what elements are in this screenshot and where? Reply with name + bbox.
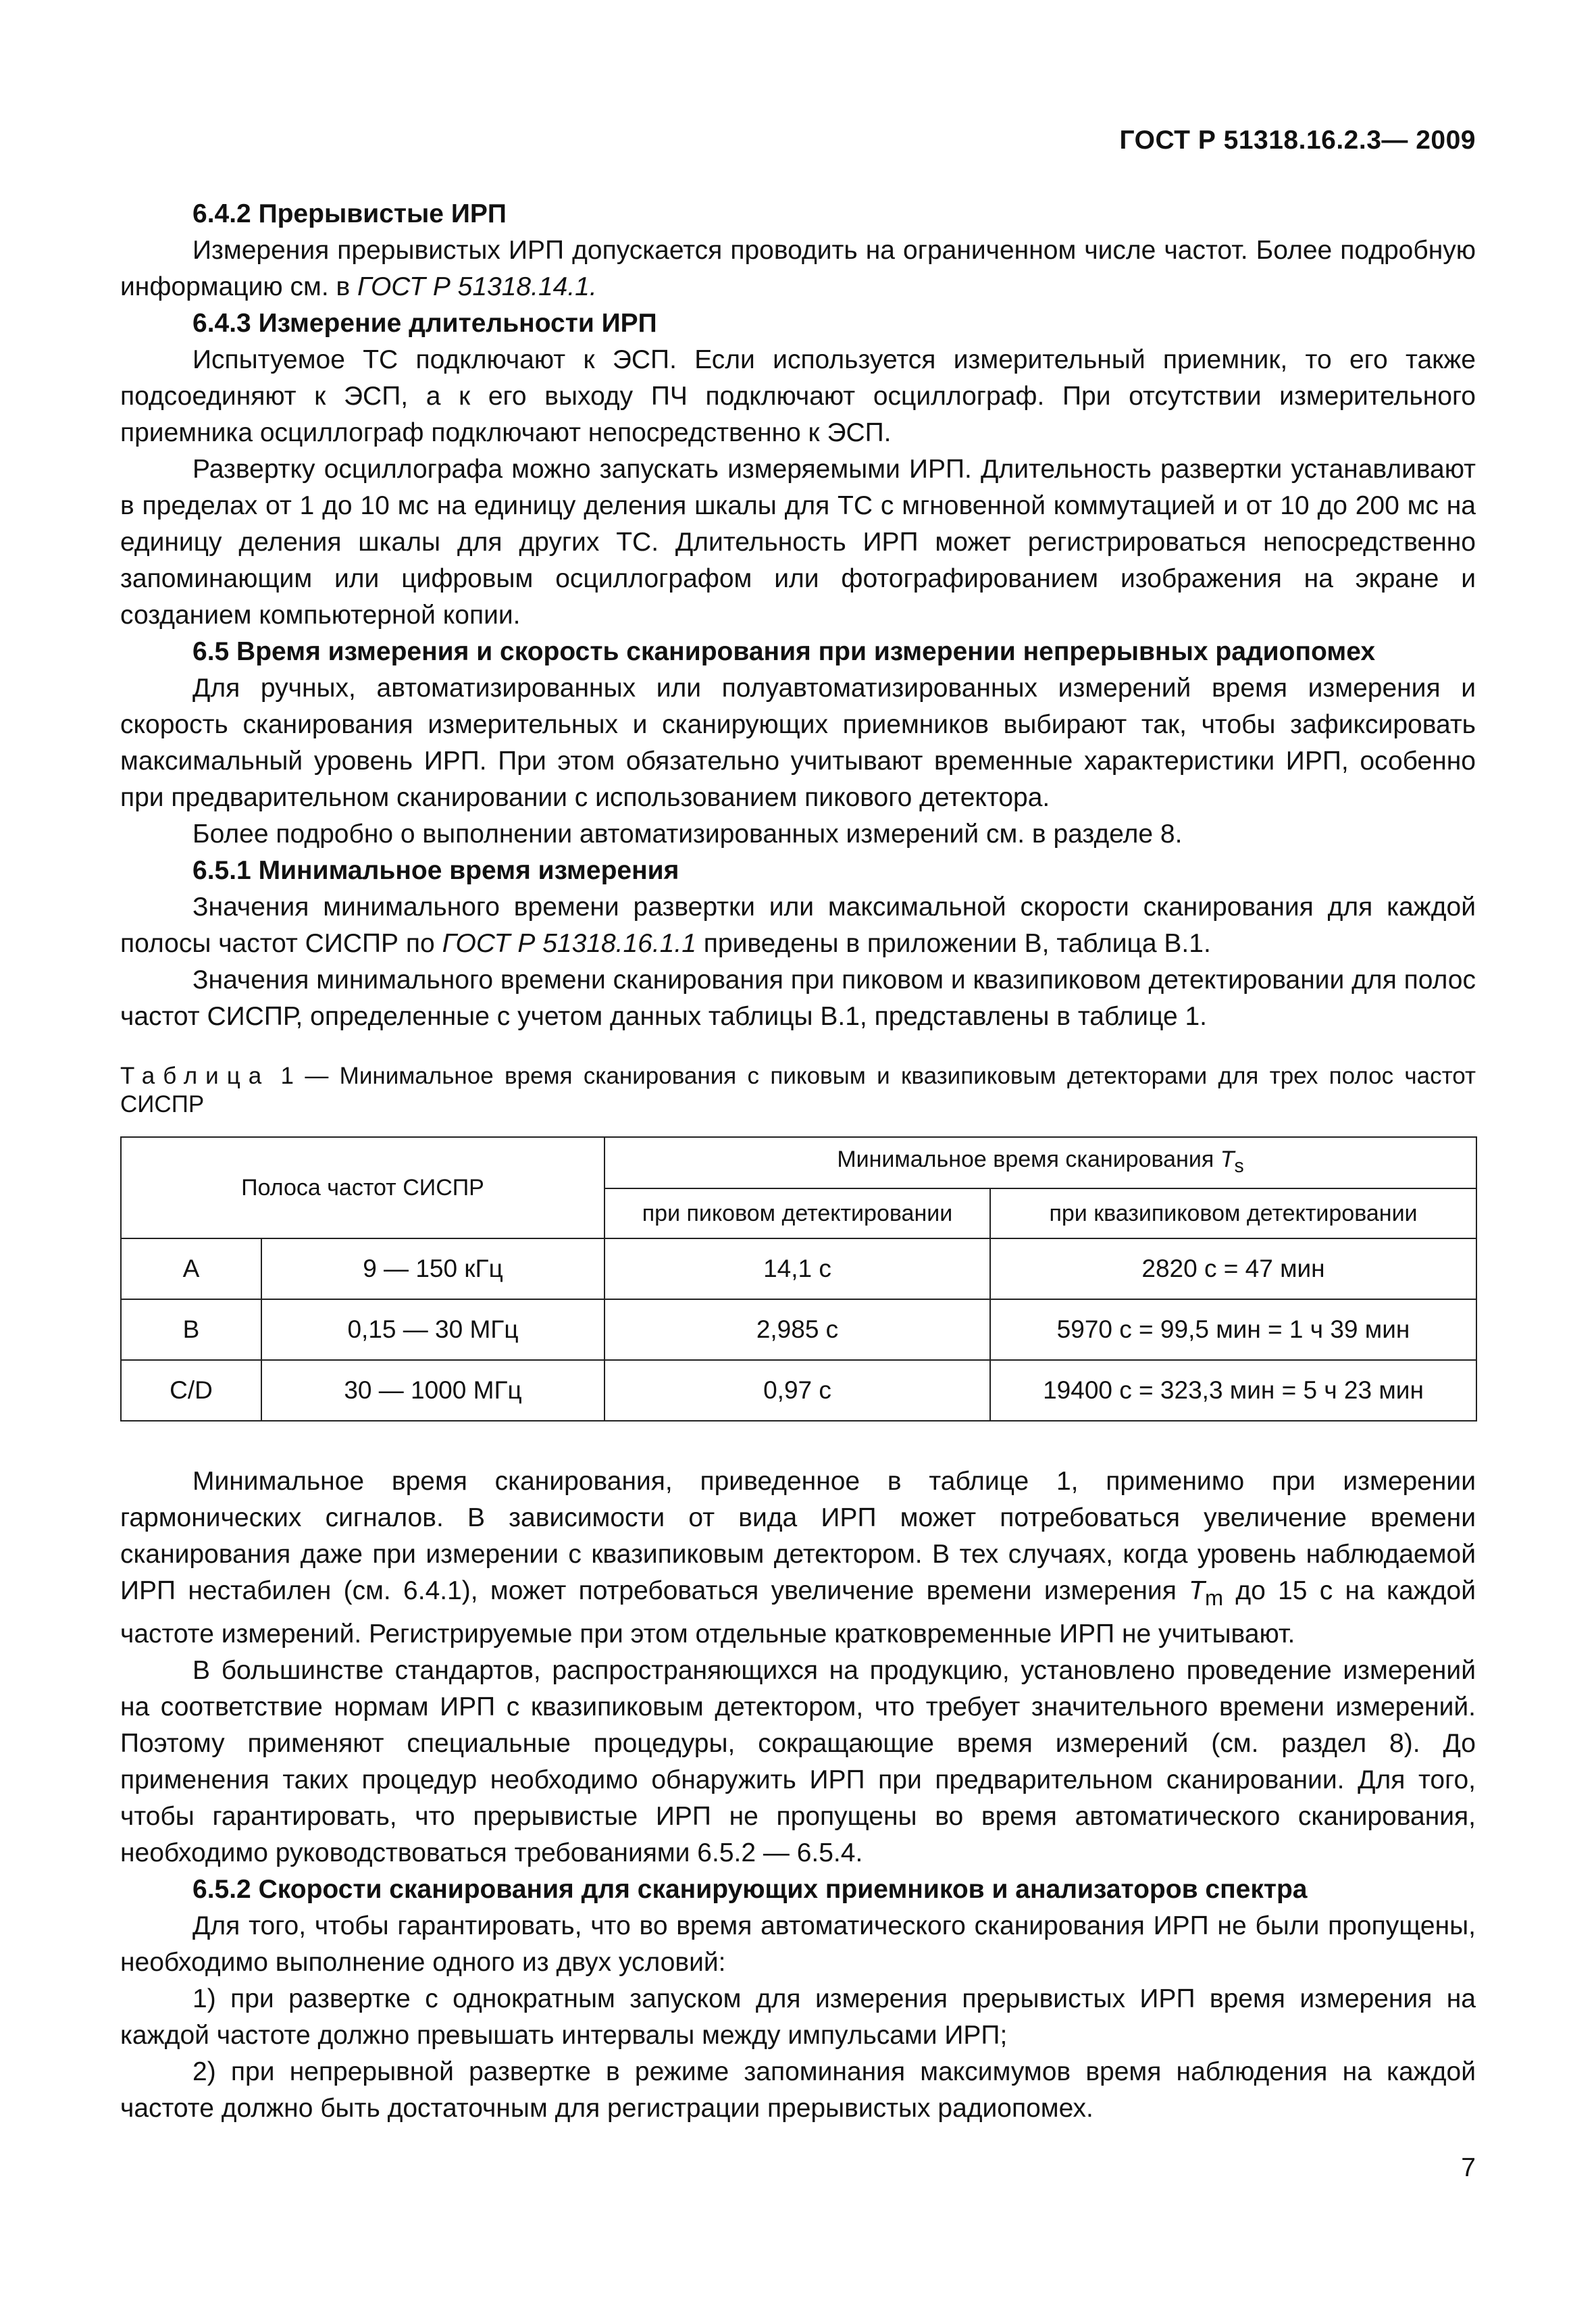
table-caption (120, 1062, 1476, 1119)
paragraph: Более подробно о выполнении автоматизированных измерений см. в разделе 8. (192, 820, 1183, 849)
paragraph: Измерения прерывистых ИРП допускается проводить на ограниченном числе частот. Более подробную информацию см. в ГОСТ Р 51318.14.1. (120, 236, 1476, 301)
table-caption-label: Таблица (120, 1063, 270, 1089)
cell-band: C/D (121, 1360, 261, 1421)
list-item: 2) при непрерывной развертке в режиме запоминания максимумов время наблюдения на каждой частоте должно быть достаточным для регистрации прерывистых радиопомех. (120, 2057, 1476, 2123)
table-row (121, 1238, 1476, 1299)
paragraph: Минимальное время сканирования, приведенное в таблице 1, применимо при измерении гармонических сигналов. В зависимости от вида ИРП может потребоваться увеличение времени сканирования даже при измерении с квазипиковым детектором. В тех случаях, когда уровень наблюдаемой ИРП нестабилен (см. 6.4.1), может потребоваться увеличение времени измерения $T_m$ до 15 с на каждой частоте измерений. Регистрируемые при этом отдельные кратковременные ИРП не учитывают. (120, 1467, 1476, 1649)
header-band: Полоса частот СИСПР (121, 1137, 604, 1238)
table-header-row (121, 1137, 1476, 1188)
table-row (121, 1360, 1476, 1421)
paragraph: Значения минимального времени сканирования при пиковом и квазипиковом детектировании для полос частот СИСПР, определенные с учетом данных таблицы В.1, представлены в таблице 1. (120, 965, 1476, 1031)
heading-6-5: 6.5 Время измерения и скорость сканирования при измерении непрерывных радиопомех (192, 637, 1376, 666)
heading-6-5-1: 6.5.1 Минимальное время измерения (192, 856, 679, 885)
cell-quasi-peak: 2820 с = 47 мин (990, 1238, 1476, 1299)
cell-quasi-peak: 19400 с = 323,3 мин = 5 ч 23 мин (990, 1360, 1476, 1421)
list-item: 1) при развертке с однократным запуском для измерения прерывистых ИРП время измерения на каждой частоте должно превышать интервалы между импульсами ИРП; (120, 1984, 1476, 2050)
cell-range: 0,15 — 30 МГц (261, 1299, 604, 1360)
header-peak: при пиковом детектировании (604, 1188, 990, 1238)
cell-range: 30 — 1000 МГц (261, 1360, 604, 1421)
header-quasi-peak: при квазипиковом детектировании (990, 1188, 1476, 1238)
paragraph: Испытуемое ТС подключают к ЭСП. Если используется измерительный приемник, то его также подсоединяют к ЭСП, а к его выходу ПЧ подключают осциллограф. При отсутствии измерительного приемника осциллограф подключают непосредственно к ЭСП. (120, 345, 1476, 447)
paragraph: В большинстве стандартов, распространяющихся на продукцию, установлено проведение измерений на соответствие нормам ИРП с квазипиковым детектором, что требует значительного времени измерений. Поэтому применяют специальные процедуры, сокращающие время измерений (см. раздел 8). До применения таких процедур необходимо обнаружить ИРП при предварительном сканировании. Для того, чтобы гарантировать, что прерывистые ИРП не пропущены во время автоматического сканирования, необходимо руководствоваться требованиями 6.5.2 — 6.5.4. (120, 1655, 1476, 1867)
cell-peak: 14,1 с (604, 1238, 990, 1299)
standard-reference: ГОСТ Р 51318.14.1. (357, 272, 597, 301)
cell-band: B (121, 1299, 261, 1360)
paragraph: Значения минимального времени развертки или максимальной скорости сканирования для каждой полосы частот СИСПР по ГОСТ Р 51318.16.1.1 приведены в приложении В, таблица В.1. (120, 892, 1476, 958)
document-header: ГОСТ Р 51318.16.2.3— 2009 (1119, 126, 1476, 155)
table-caption-text: 1 — Минимальное время сканирования с пиковым и квазипиковым детекторами для трех полос частот СИСПР (120, 1063, 1476, 1117)
paragraph: Для ручных, автоматизированных или полуавтоматизированных измерений время измерения и скорость сканирования измерительных и сканирующих приемников выбирают так, чтобы зафиксировать максимальный уровень ИРП. При этом обязательно учитывают временные характеристики ИРП, особенно при предварительном сканировании с использованием пикового детектора. (120, 674, 1476, 812)
header-min-time: Минимальное время сканирования $T_s$ (604, 1137, 1476, 1188)
table-row (121, 1299, 1476, 1360)
document-body (120, 196, 1476, 2127)
cell-quasi-peak: 5970 с = 99,5 мин = 1 ч 39 мин (990, 1299, 1476, 1360)
cell-peak: 2,985 с (604, 1299, 990, 1360)
cell-peak: 0,97 с (604, 1360, 990, 1421)
paragraph: Развертку осциллографа можно запускать измеряемыми ИРП. Длительность развертки устанавливают в пределах от 1 до 10 мс на единицу деления шкалы для ТС с мгновенной коммутацией и от 10 до 200 мс на единицу деления шкалы для других ТС. Длительность ИРП может регистрироваться непосредственно запоминающим или цифровым осциллографом или фотографированием изображения на экране и созданием компьютерной копии. (120, 455, 1476, 630)
heading-6-5-2: 6.5.2 Скорости сканирования для сканирующих приемников и анализаторов спектра (192, 1874, 1308, 1904)
heading-6-4-3: 6.4.3 Измерение длительности ИРП (192, 309, 657, 338)
standard-reference: ГОСТ Р 51318.16.1.1 (442, 929, 696, 958)
cell-range: 9 — 150 кГц (261, 1238, 604, 1299)
heading-6-4-2: 6.4.2 Прерывистые ИРП (192, 199, 507, 228)
cell-band: A (121, 1238, 261, 1299)
table-1 (120, 1136, 1477, 1422)
page-number: 7 (1461, 2153, 1476, 2182)
paragraph: Для того, чтобы гарантировать, что во время автоматического сканирования ИРП не были пропущены, необходимо выполнение одного из двух условий: (120, 1911, 1476, 1977)
